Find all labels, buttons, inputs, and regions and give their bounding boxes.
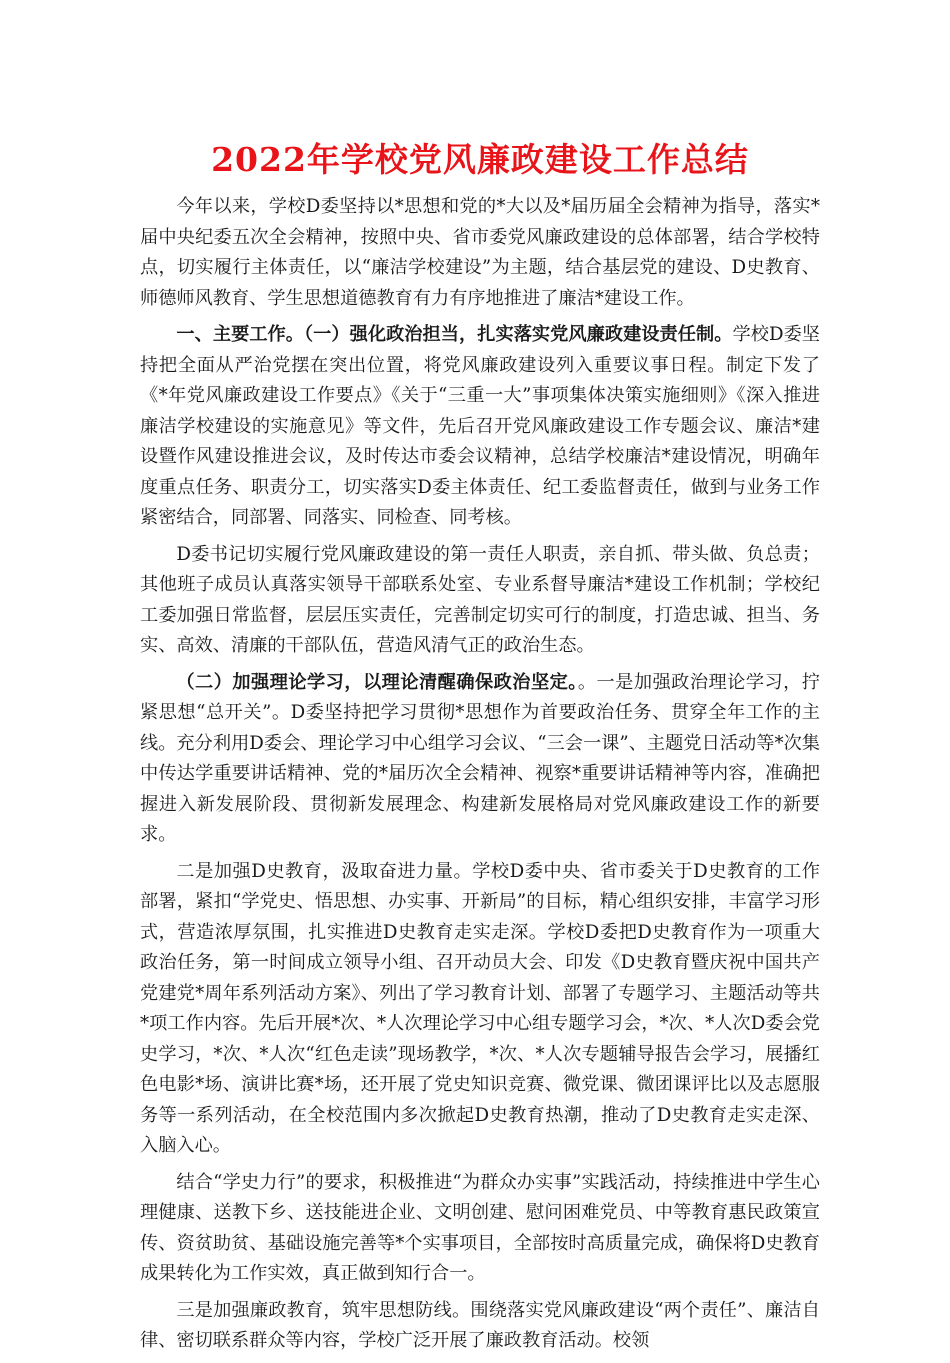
paragraph-text: 结合“学史力行”的要求，积极推进“为群众办实事”实践活动，持续推进中学生心理健康、送教下乡、送技能进企业、文明创建、慰问困难党员、中等教育惠民政策宣传、资贫助贫、基础设施完善等*个实事项目，全部按时高质量完成，确保将D史教育成果转化为工作实效，真正做到知行合一。 xyxy=(140,1171,820,1284)
document-title: 2022年学校党风廉政建设工作总结 xyxy=(211,140,749,179)
paragraph-practical-activities xyxy=(140,1168,820,1290)
paragraph-text: 。一是加强政治理论学习，拧紧思想“总开关”。D委坚持把学习贯彻*思想作为首要政治任务、贯穿全年工作的主线。充分利用D委会、理论学习中心组学习会议、“三会一课”、主题党日活动等*次集中传达学重要讲话精神、党的*届历次全会精神、视察*重要讲话精神等内容，准确把握进入新发展阶段、贯彻新发展理念、构建新发展格局对党风廉政建设工作的新要求。 xyxy=(140,671,820,845)
paragraph-secretary-duty xyxy=(140,540,820,662)
paragraph-text: 学校D委坚持把全面从严治党摆在突出位置，将党风廉政建设列入重要议事日程。制定下发了《*年党风廉政建设工作要点》《关于“三重一大”事项集体决策实施细则》《深入推进廉洁学校建设的实施意见》等文件，先后召开党风廉政建设工作专题会议、廉洁*建设暨作风建设推进会议，及时传达市委会议精神，总结学校廉洁*建设情况，明确年度重点任务、职责分工，切实落实D委主体责任、纪工委监督责任，做到与业务工作紧密结合，同部署、同落实、同检查、同考核。 xyxy=(140,324,820,528)
section-heading: （二）加强理论学习，以理论清醒确保政治坚定。 xyxy=(176,671,578,693)
paragraph-text: D委书记切实履行党风廉政建设的第一责任人职责，亲自抓、带头做、负总责；其他班子成员认真落实领导干部联系处室、专业系督导廉洁*建设工作机制；学校纪工委加强日常监督，层层压实责任，完善制定切实可行的制度，打造忠诚、担当、务实、高效、清廉的干部队伍，营造风清气正的政治生态。 xyxy=(140,543,820,656)
paragraph-history-education xyxy=(140,857,820,1162)
paragraph-section-one xyxy=(140,320,820,534)
paragraph-text: 二是加强D史教育，汲取奋进力量。学校D委中央、省市委关于D史教育的工作部署，紧扣“学党史、悟思想、办实事、开新局”的目标，精心组织安排，丰富学习形式，营造浓厚氛围，扎实推进D史教育走实走深。学校D委把D史教育作为一项重大政治任务，第一时间成立领导小组、召开动员大会、印发《D史教育暨庆祝中国共产党建党*周年系列活动方案》、列出了学习教育计划、部署了专题学习、主题活动等共*项工作内容。先后开展*次、*人次理论学习中心组专题学习会，*次、*人次D委会党史学习，*次、*人次“红色走读”现场教学，*次、*人次专题辅导报告会学习，展播红色电影*场、演讲比赛*场，还开展了党史知识竞赛、微党课、微团课评比以及志愿服务等一系列活动，在全校范围内多次掀起D史教育热潮，推动了D史教育走实走深、入脑入心。 xyxy=(140,860,820,1156)
paragraph-section-two xyxy=(140,668,820,851)
paragraph-text: 今年以来，学校D委坚持以*思想和党的*大以及*届历届全会精神为指导，落实*届中央纪委五次全会精神，按照中央、省市委党风廉政建设的总体部署，结合学校特点，切实履行主体责任，以“廉洁学校建设”为主题，结合基层党的建设、D史教育、师德师风教育、学生思想道德教育有力有序地推进了廉洁*建设工作。 xyxy=(140,196,820,309)
section-heading: 一、主要工作。（一）强化政治担当，扎实落实党风廉政建设责任制。 xyxy=(176,324,733,345)
paragraph-integrity-education xyxy=(140,1296,820,1357)
document-page xyxy=(140,130,820,1363)
paragraph-text: 三是加强廉政教育，筑牢思想防线。围绕落实党风廉政建设“两个责任”、廉洁自律、密切联系群众等内容，学校广泛开展了廉政教育活动。校领 xyxy=(140,1299,820,1351)
paragraph-intro xyxy=(140,192,820,314)
